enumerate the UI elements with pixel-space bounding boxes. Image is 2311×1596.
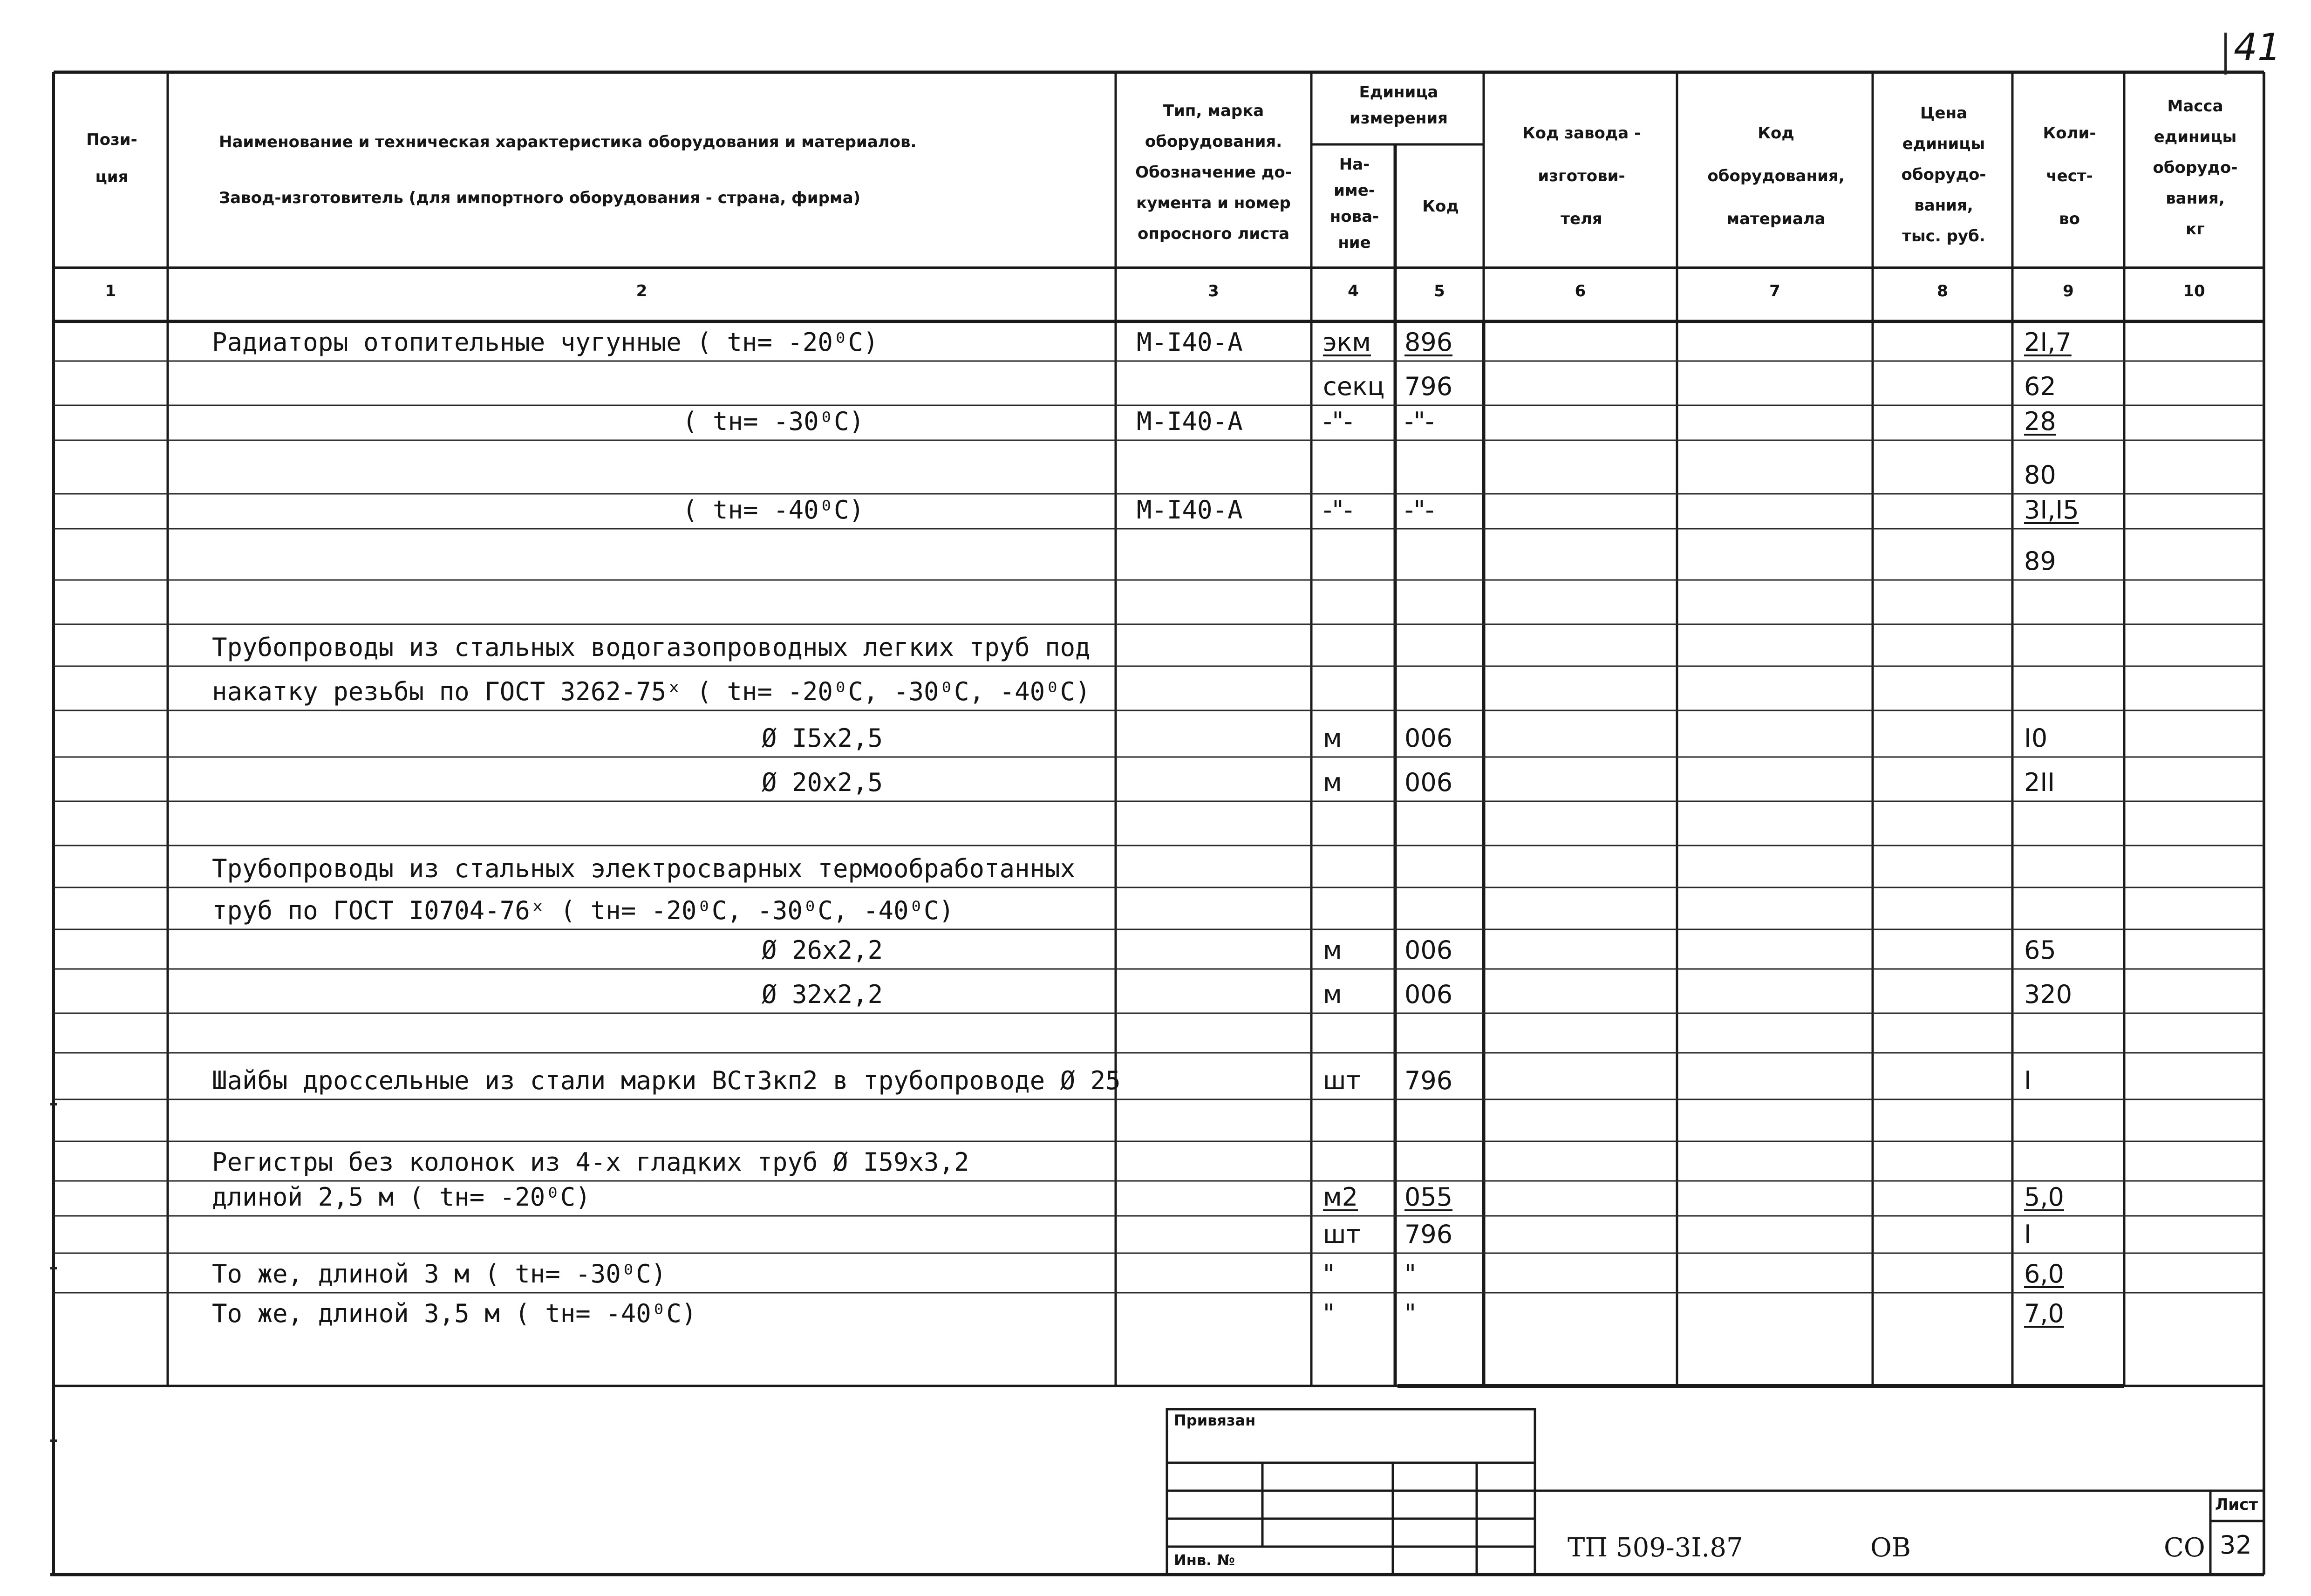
row-item-unit: м: [1323, 980, 1342, 1009]
header-equipment-code: Код оборудования, материала: [1707, 124, 1845, 228]
header-unit-group: Единица измерения: [1350, 83, 1448, 128]
row-item-unit: м: [1323, 935, 1342, 965]
row-item-unit-code: ": [1404, 1299, 1416, 1328]
row-item-quantity: I0: [2024, 723, 2048, 753]
row-item-unit-code: 896: [1404, 327, 1453, 357]
header-unit-name: На- име- нова- ние: [1329, 155, 1379, 252]
row-item-quantity: 28: [2024, 407, 2056, 436]
row-item-name: Ø 20x2,5: [762, 768, 883, 797]
column-number: 2: [636, 282, 648, 300]
header-quantity: Коли- чест- во: [2043, 124, 2096, 228]
row-item-unit: -"-: [1323, 495, 1353, 525]
column-number: 5: [1434, 282, 1445, 300]
row-item-name: ( tн= -40⁰C): [682, 495, 865, 525]
row-item-unit: шт: [1323, 1066, 1361, 1095]
row-item-name: Ø I5x2,5: [762, 723, 883, 753]
sheet-label: Лист: [2215, 1495, 2258, 1514]
row-item-quantity: 89: [2024, 546, 2056, 576]
column-number: 10: [2183, 282, 2205, 300]
header-type: Тип, марка оборудования. Обозначение до- кумента и номер опросного листа: [1135, 102, 1292, 243]
row-item-quantity: 320: [2024, 980, 2072, 1009]
row-item-name: накатку резьбы по ГОСТ 3262-75ˣ ( tн= -20⁰C, -30⁰C, -40⁰C): [212, 677, 1091, 706]
row-item-unit-code: 055: [1404, 1182, 1453, 1212]
row-item-unit: м: [1323, 768, 1342, 797]
header-unit-mass: Масса единицы оборудо- вания, кг: [2153, 97, 2238, 239]
header-plant-code: Код завода - изготови- теля: [1522, 124, 1641, 228]
row-item-unit: ": [1323, 1259, 1335, 1289]
column-number: 1: [105, 282, 116, 300]
row-item-unit-code: 796: [1404, 1066, 1453, 1095]
row-item-quantity: 2II: [2024, 768, 2055, 797]
row-item-unit: -"-: [1323, 407, 1353, 436]
row-item-name: Регистры без колонок из 4-х гладких труб Ø I59x3,2: [212, 1147, 969, 1177]
row-item-quantity: 65: [2024, 935, 2056, 965]
row-item-name: Трубопроводы из стальных водогазопроводных легких труб под: [212, 633, 1091, 662]
row-item-name: Ø 26x2,2: [762, 935, 883, 965]
column-number: 9: [2063, 282, 2074, 300]
document-section: ОВ: [1870, 1533, 1911, 1563]
header-position: Пози- ция: [86, 130, 137, 186]
row-item-unit-code: -"-: [1404, 495, 1434, 525]
header-name: Наименование и техническая характеристика оборудования и материалов. Завод-изготовитель (для импортного оборудования - страна, фирма): [219, 133, 917, 207]
row-item-unit: шт: [1323, 1220, 1361, 1249]
column-number: 4: [1348, 282, 1359, 300]
row-item-type: М-I40-А: [1137, 407, 1243, 436]
row-item-unit: м: [1323, 723, 1342, 753]
row-item-name: То же, длиной 3,5 м ( tн= -40⁰C): [212, 1299, 697, 1328]
row-item-unit: ": [1323, 1299, 1335, 1328]
row-item-unit-code: 796: [1404, 1220, 1453, 1249]
row-item-quantity: 5,0: [2024, 1182, 2064, 1212]
row-item-unit: м2: [1323, 1182, 1358, 1212]
row-item-unit-code: 006: [1404, 768, 1453, 797]
sheet-number: 41: [2234, 26, 2281, 69]
row-item-unit-code: 006: [1404, 980, 1453, 1009]
row-item-quantity: 2I,7: [2024, 327, 2072, 357]
row-item-unit-code: ": [1404, 1259, 1416, 1289]
row-item-unit-code: -"-: [1404, 407, 1434, 436]
column-number: 3: [1208, 282, 1219, 300]
row-item-unit-code: 006: [1404, 935, 1453, 965]
row-item-type: М-I40-А: [1137, 327, 1243, 357]
row-item-unit-code: 006: [1404, 723, 1453, 753]
row-item-name: Радиаторы отопительные чугунные ( tн= -20⁰C): [212, 327, 879, 357]
row-item-quantity: I: [2024, 1220, 2031, 1249]
sheet-value: 32: [2220, 1530, 2252, 1560]
row-item-name: Шайбы дроссельные из стали марки ВСт3кп2 в трубопроводе Ø 25: [212, 1066, 1121, 1095]
row-item-quantity: 7,0: [2024, 1299, 2064, 1328]
column-number: 6: [1575, 282, 1586, 300]
document-code: ТП 509-3I.87: [1568, 1533, 1743, 1563]
row-item-unit-code: 796: [1404, 372, 1453, 401]
row-item-name: труб по ГОСТ I0704-76ˣ ( tн= -20⁰C, -30⁰C, -40⁰C): [212, 896, 954, 925]
document-part: СО: [2164, 1533, 2205, 1563]
column-number: 7: [1769, 282, 1780, 300]
column-number: 8: [1937, 282, 1948, 300]
row-item-quantity: I: [2024, 1066, 2031, 1095]
row-item-quantity: 3I,I5: [2024, 495, 2079, 525]
row-item-type: М-I40-А: [1137, 495, 1243, 525]
row-item-quantity: 6,0: [2024, 1259, 2064, 1289]
row-item-name: ( tн= -30⁰C): [682, 407, 865, 436]
row-item-unit: экм: [1323, 327, 1371, 357]
row-item-name: То же, длиной 3 м ( tн= -30⁰C): [212, 1259, 667, 1289]
row-item-name: Ø 32x2,2: [762, 980, 883, 1009]
header-unit-price: Цена единицы оборудо- вания, тыс. руб.: [1901, 104, 1986, 246]
stamp-attached-label: Привязан: [1174, 1412, 1256, 1429]
row-item-unit: секц: [1323, 372, 1385, 401]
row-item-quantity: 62: [2024, 372, 2056, 401]
row-item-quantity: 80: [2024, 460, 2056, 490]
row-item-name: Трубопроводы из стальных электросварных термообработанных: [212, 854, 1076, 883]
header-unit-code: Код: [1422, 197, 1459, 216]
stamp-inventory-label: Инв. №: [1174, 1551, 1235, 1569]
row-item-name: длиной 2,5 м ( tн= -20⁰C): [212, 1182, 591, 1212]
